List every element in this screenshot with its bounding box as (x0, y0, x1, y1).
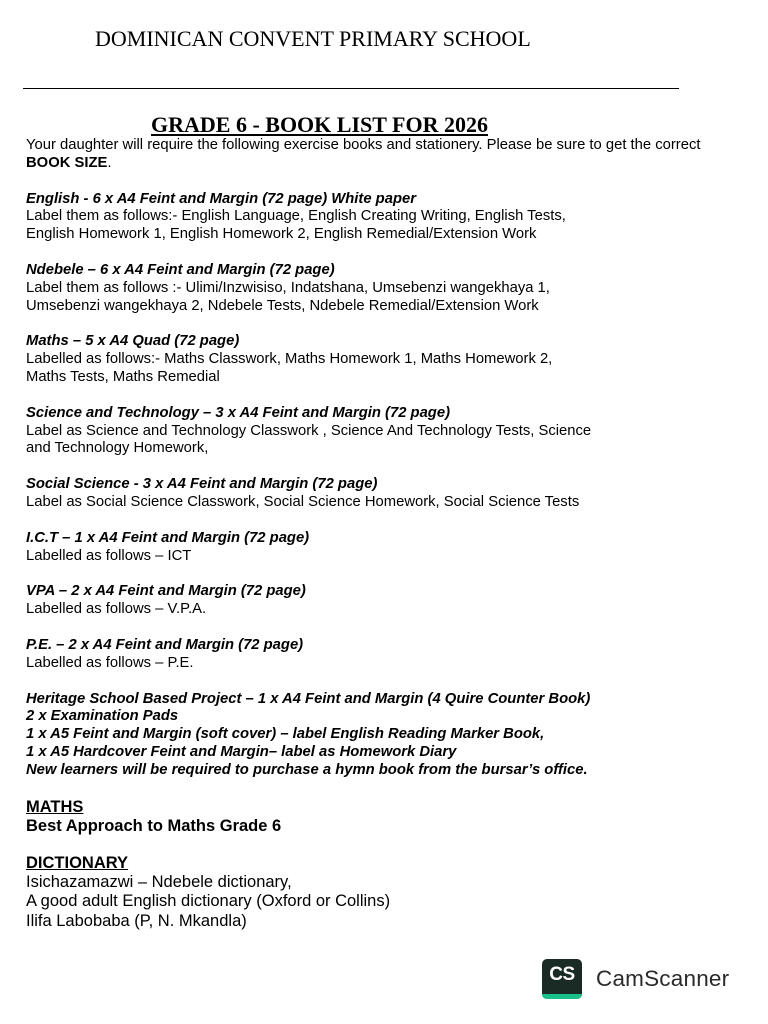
dictionary-item: Ilifa Labobaba (P, N. Mkandla) (26, 911, 247, 930)
section-ict (26, 530, 706, 566)
section-heading: Science and Technology – 3 x A4 Feint and Margin (72 page) (26, 404, 451, 421)
section-line: Label them as follows :- Ulimi/Inzwisiso, Indatshana, Umsebenzi wangekhaya 1, (26, 279, 550, 296)
dictionary-heading: DICTIONARY (26, 853, 129, 872)
dictionary-item: A good adult English dictionary (Oxford or Collins) (26, 892, 391, 911)
section-line: Labelled as follows – P.E. (26, 654, 194, 671)
extra-item: Heritage School Based Project – 1 x A4 Feint and Margin (4 Quire Counter Book) (26, 690, 591, 707)
intro-paragraph (26, 137, 706, 173)
extra-item: 1 x A5 Hardcover Feint and Margin– label as Homework Diary (26, 743, 457, 760)
section-heading: Maths – 5 x A4 Quad (72 page) (26, 333, 240, 350)
section-english (26, 191, 706, 244)
header-rule (23, 88, 679, 89)
section-ndebele (26, 262, 706, 315)
section-line: English Homework 1, English Homework 2, English Remedial/Extension Work (26, 226, 537, 243)
extra-item: 2 x Examination Pads (26, 708, 179, 725)
section-heading: P.E. – 2 x A4 Feint and Margin (72 page) (26, 636, 304, 653)
section-social-science (26, 476, 706, 512)
section-heading: Ndebele – 6 x A4 Feint and Margin (72 page) (26, 261, 335, 278)
section-heading: VPA – 2 x A4 Feint and Margin (72 page) (26, 583, 306, 600)
document-body (26, 137, 706, 931)
section-line: Label them as follows:- English Language, English Creating Writing, English Tests, (26, 208, 566, 225)
maths-book-title: Best Approach to Maths Grade 6 (26, 816, 282, 835)
section-heading: I.C.T – 1 x A4 Feint and Margin (72 page) (26, 529, 310, 546)
intro-text: Your daughter will require the following exercise books and stationery. Please be sure to get the correct (26, 137, 701, 153)
school-name: DOMINICAN CONVENT PRIMARY SCHOOL (95, 26, 531, 51)
extra-item: 1 x A5 Feint and Margin (soft cover) – label English Reading Marker Book, (26, 726, 545, 743)
extra-item: New learners will be required to purchase a hymn book from the bursar’s office. (26, 761, 588, 778)
section-line: Label as Social Science Classwork, Social Science Homework, Social Science Tests (26, 493, 580, 510)
camscanner-logo-text: CS (549, 964, 575, 985)
section-line: Maths Tests, Maths Remedial (26, 368, 220, 385)
intro-end: . (107, 154, 112, 171)
maths-heading: MATHS (26, 797, 84, 816)
intro-emphasis: BOOK SIZE (26, 154, 108, 171)
extra-items (26, 691, 706, 780)
logo-accent-bar (542, 994, 582, 999)
section-vpa (26, 583, 706, 619)
section-heading: English - 6 x A4 Feint and Margin (72 page) White paper (26, 190, 416, 207)
section-science-technology (26, 405, 706, 458)
section-line: Umsebenzi wangekhaya 2, Ndebele Tests, Ndebele Remedial/Extension Work (26, 297, 539, 314)
page-title: GRADE 6 - BOOK LIST FOR 2026 (151, 112, 488, 137)
section-line: Labelled as follows – V.P.A. (26, 601, 207, 618)
section-line: Label as Science and Technology Classwork , Science And Technology Tests, Science (26, 422, 592, 439)
section-maths (26, 333, 706, 386)
camscanner-brand: CamScanner (596, 966, 730, 991)
section-line: Labelled as follows – ICT (26, 547, 192, 564)
section-line: Labelled as follows:- Maths Classwork, Maths Homework 1, Maths Homework 2, (26, 351, 553, 368)
camscanner-logo-icon (542, 959, 582, 999)
section-line: and Technology Homework, (26, 440, 209, 457)
camscanner-watermark (542, 959, 729, 999)
section-heading: Social Science - 3 x A4 Feint and Margin (72 page) (26, 476, 378, 493)
dictionary-item: Isichazamazwi – Ndebele dictionary, (26, 872, 292, 891)
section-pe (26, 637, 706, 673)
